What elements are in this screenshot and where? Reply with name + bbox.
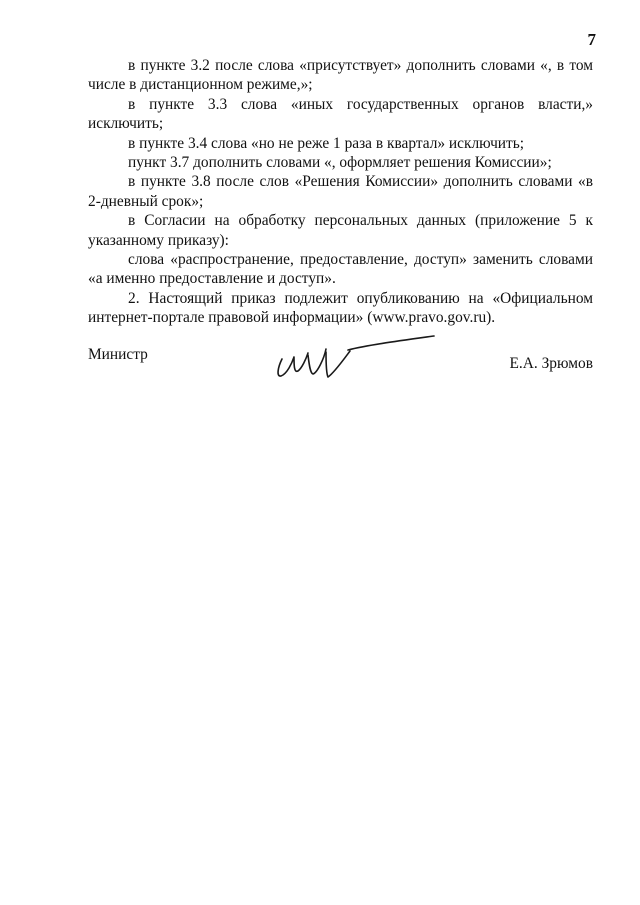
- paragraph-item-3-7: пункт 3.7 дополнить словами «, оформляет решения Комиссии»;: [128, 154, 552, 172]
- page-number: 7: [587, 30, 596, 49]
- paragraph-consent-words: слова «распространение, предоставление, доступ» заменить словами «а именно предоставление и доступ».: [88, 251, 593, 288]
- handwritten-signature-icon: [268, 333, 438, 383]
- paragraph-item-3-8: в пункте 3.8 после слов «Решения Комиссии» дополнить словами «в 2-дневный срок»;: [88, 173, 593, 210]
- paragraph-consent: в Согласии на обработку персональных данных (приложение 5 к указанному приказу):: [88, 212, 593, 249]
- paragraph-item-3-4: в пункте 3.4 слова «но не реже 1 раза в квартал» исключить;: [128, 134, 525, 152]
- signatory-title: Министр: [88, 346, 148, 363]
- signatory-name: Е.А. Зрюмов: [509, 355, 593, 372]
- signature-block: [88, 338, 593, 398]
- paragraph-item-3-2: в пункте 3.2 после слова «присутствует» дополнить словами «, в том числе в дистанционном режиме,»;: [88, 57, 593, 94]
- paragraph-publication: 2. Настоящий приказ подлежит опубликованию на «Официальном интернет-портале правовой информации» (www.pravo.gov.ru).: [88, 289, 593, 327]
- paragraph-item-3-3: в пункте 3.3 слова «иных государственных органов власти,» исключить;: [88, 95, 593, 133]
- document-body: [88, 56, 593, 328]
